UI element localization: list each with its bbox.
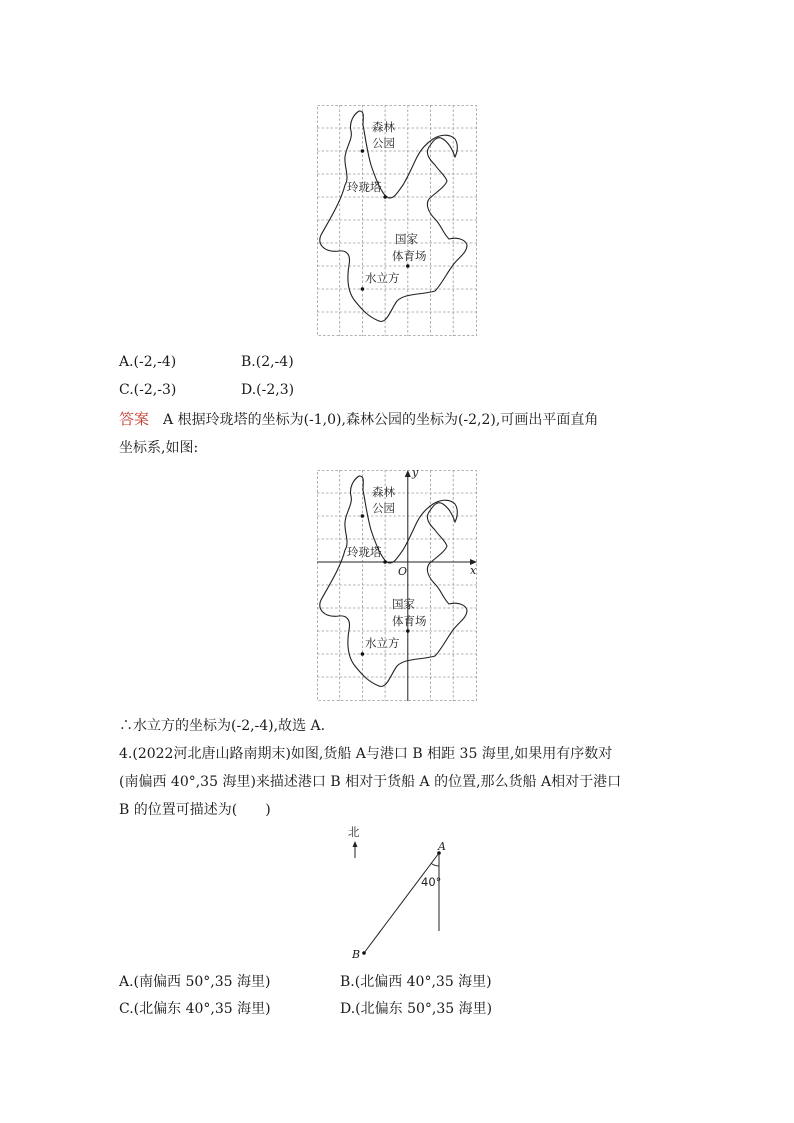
forest-park-label-2a: 森林 (372, 485, 395, 499)
forest-park-dot (361, 149, 365, 153)
option-q3-d: D.(-2,3) (241, 382, 295, 398)
answer-line-1 (119, 409, 598, 430)
stadium-label-2b: 体育场 (392, 614, 427, 628)
cube-dot-2 (361, 652, 365, 656)
point-b-dot (362, 951, 366, 955)
option-q4-b: B.(北偏西 40°,35 海里) (340, 974, 492, 990)
pagoda-dot-2 (383, 560, 387, 564)
stadium-dot (406, 264, 410, 268)
answer-text-1: A 根据玲珑塔的坐标为(-1,0),森林公园的坐标为(-2,2),可画出平面直角 (163, 412, 599, 428)
north-label: 北 (348, 825, 360, 839)
forest-park-dot-2 (361, 514, 365, 518)
question4-line-2: (南偏西 40°,35 海里)来描述港口 B 相对于货船 A 的位置,那么货船 A相对于港口 (119, 774, 622, 790)
question4-line-1: 4.(2022河北唐山路南期末)如图,货船 A与港口 B 相距 35 海里,如果用有序数对 (119, 746, 613, 762)
question4-line-3: B 的位置可描述为( ) (119, 802, 271, 818)
stadium-label-2: 体育场 (392, 249, 427, 263)
answer-line-2: 坐标系,如图: (119, 440, 199, 456)
y-axis-label: y (412, 466, 419, 479)
map-figure-1 (317, 105, 477, 337)
option-q3-b: B.(2,-4) (241, 354, 294, 370)
pagoda-label: 玲珑塔 (347, 180, 382, 194)
pagoda-label-2: 玲珑塔 (347, 545, 382, 559)
option-q3-c: C.(-2,-3) (119, 382, 177, 398)
pagoda-dot (383, 195, 387, 199)
option-q3-a: A.(-2,-4) (119, 354, 177, 370)
x-axis-label: x (470, 564, 477, 577)
option-q4-d: D.(北偏东 50°,35 海里) (340, 1001, 493, 1017)
forest-park-label: 森林 (372, 120, 395, 134)
point-b-label: B (352, 948, 361, 961)
stadium-label-2a: 国家 (392, 597, 415, 611)
segment-ab (364, 853, 442, 953)
origin-label: O (398, 565, 408, 578)
stadium-label: 国家 (395, 232, 418, 246)
direction-diagram (340, 822, 460, 962)
option-q4-c: C.(北偏东 40°,35 海里) (119, 1001, 271, 1017)
angle-arc (431, 863, 439, 866)
cube-label-2: 水立方 (365, 636, 400, 650)
cube-label: 水立方 (365, 271, 400, 285)
forest-park-label-2: 公园 (372, 136, 395, 150)
map-figure-2 (317, 466, 477, 702)
option-q4-a: A.(南偏西 50°,35 海里) (119, 974, 271, 990)
stadium-dot-2 (406, 629, 410, 633)
forest-park-label-2b: 公园 (372, 501, 395, 515)
y-axis-arrow (405, 470, 411, 477)
conclusion-line: ∴水立方的坐标为(-2,-4),故选 A. (119, 718, 326, 734)
cube-dot (361, 287, 365, 291)
angle-label: 40° (421, 875, 442, 889)
point-a-label: A (438, 840, 446, 853)
north-arrow-head (353, 841, 358, 847)
answer-tag: 答案 (119, 410, 150, 428)
